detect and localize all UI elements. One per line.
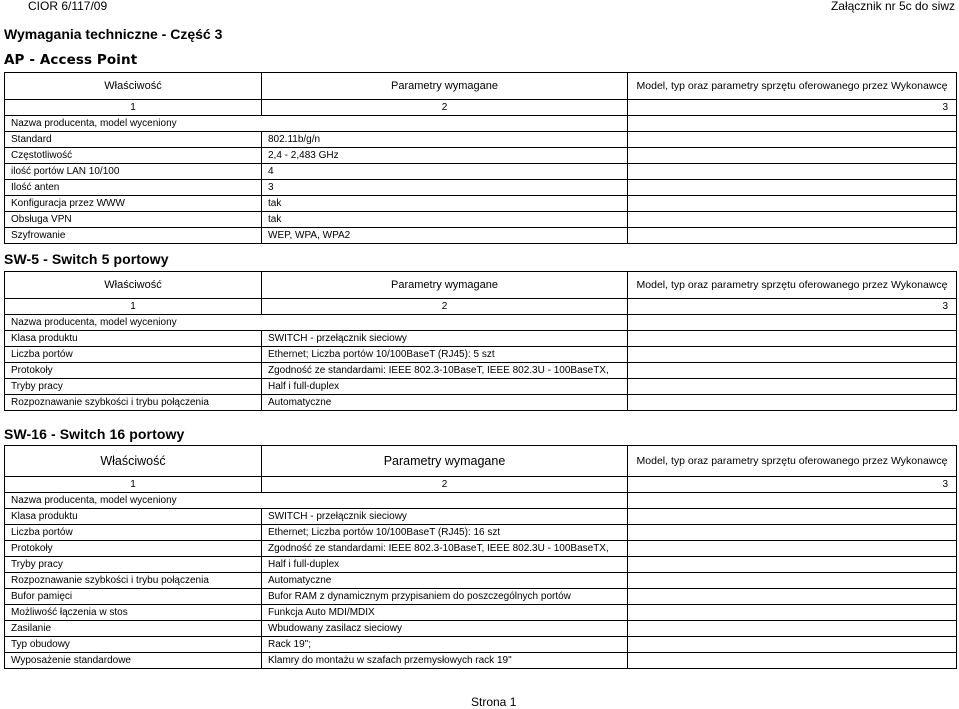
offer-cell[interactable] bbox=[628, 164, 957, 180]
row-value: 2,4 - 2,483 GHz bbox=[262, 148, 628, 164]
section-title-sw16: SW-16 - Switch 16 portowy bbox=[4, 426, 185, 442]
offer-cell[interactable] bbox=[628, 621, 957, 637]
row-value: tak bbox=[262, 196, 628, 212]
row-value: 3 bbox=[262, 180, 628, 196]
row-label: Zasilanie bbox=[5, 621, 262, 637]
column-header-required: Parametry wymagane bbox=[262, 73, 628, 100]
offer-cell[interactable] bbox=[628, 228, 957, 244]
row-label: Bufor pamięci bbox=[5, 589, 262, 605]
table-row bbox=[5, 347, 957, 363]
table-row bbox=[5, 331, 957, 347]
row-label: Szyfrowanie bbox=[5, 228, 262, 244]
row-label: Obsługa VPN bbox=[5, 212, 262, 228]
offer-cell[interactable] bbox=[628, 557, 957, 573]
table-row bbox=[5, 363, 957, 379]
column-header-property: Właściwość bbox=[5, 272, 262, 299]
column-number-1: 1 bbox=[5, 299, 262, 315]
column-number-row bbox=[5, 100, 957, 116]
sw16-table bbox=[4, 445, 957, 669]
row-label: Protokoły bbox=[5, 541, 262, 557]
row-value: WEP, WPA, WPA2 bbox=[262, 228, 628, 244]
offer-cell[interactable] bbox=[628, 605, 957, 621]
row-label: Rozpoznawanie szybkości i trybu połączenia bbox=[5, 573, 262, 589]
row-value: Half i full-duplex bbox=[262, 557, 628, 573]
page-number: Strona 1 bbox=[471, 695, 517, 709]
column-header-offered: Model, typ oraz parametry sprzętu oferowanego przez Wykonawcę bbox=[628, 73, 957, 100]
table-row bbox=[5, 116, 957, 132]
row-label: Liczba portów bbox=[5, 347, 262, 363]
offer-cell[interactable] bbox=[628, 589, 957, 605]
row-value: Ethernet; Liczba portów 10/100BaseT (RJ45): 5 szt bbox=[262, 347, 628, 363]
offer-cell[interactable] bbox=[628, 541, 957, 557]
table-row bbox=[5, 541, 957, 557]
table-row bbox=[5, 621, 957, 637]
column-number-1: 1 bbox=[5, 100, 262, 116]
row-label: Ilość anten bbox=[5, 180, 262, 196]
table-row bbox=[5, 315, 957, 331]
row-label: Wyposażenie standardowe bbox=[5, 653, 262, 669]
column-number-3: 3 bbox=[628, 477, 957, 493]
page-title: Wymagania techniczne - Część 3 bbox=[4, 26, 223, 42]
table-row bbox=[5, 605, 957, 621]
row-label: Nazwa producenta, model wyceniony bbox=[5, 315, 628, 331]
row-value: Automatyczne bbox=[262, 573, 628, 589]
table-row bbox=[5, 493, 957, 509]
column-number-row bbox=[5, 299, 957, 315]
row-value: Funkcja Auto MDI/MDIX bbox=[262, 605, 628, 621]
offer-cell[interactable] bbox=[628, 212, 957, 228]
column-number-3: 3 bbox=[628, 100, 957, 116]
column-header-offered: Model, typ oraz parametry sprzętu oferowanego przez Wykonawcę bbox=[628, 446, 957, 477]
table-row bbox=[5, 525, 957, 541]
column-header-property: Właściwość bbox=[5, 73, 262, 100]
row-value: 4 bbox=[262, 164, 628, 180]
row-label: Protokoły bbox=[5, 363, 262, 379]
offer-cell[interactable] bbox=[628, 525, 957, 541]
row-value: 802.11b/g/n bbox=[262, 132, 628, 148]
table-row bbox=[5, 212, 957, 228]
sw5-table bbox=[4, 271, 957, 411]
table-row bbox=[5, 164, 957, 180]
row-value: Half i full-duplex bbox=[262, 379, 628, 395]
offer-cell[interactable] bbox=[628, 148, 957, 164]
row-label: Konfiguracja przez WWW bbox=[5, 196, 262, 212]
document-code: CIOR 6/117/09 bbox=[28, 0, 108, 13]
offer-cell[interactable] bbox=[628, 196, 957, 212]
table-row bbox=[5, 228, 957, 244]
table-row bbox=[5, 653, 957, 669]
row-value: SWITCH - przełącznik sieciowy bbox=[262, 509, 628, 525]
row-value: Automatyczne bbox=[262, 395, 628, 411]
row-value: Bufor RAM z dynamicznym przypisaniem do poszczególnych portów bbox=[262, 589, 628, 605]
offer-cell[interactable] bbox=[628, 573, 957, 589]
row-label: Nazwa producenta, model wyceniony bbox=[5, 493, 628, 509]
ap-table bbox=[4, 72, 957, 244]
column-header-offered: Model, typ oraz parametry sprzętu oferowanego przez Wykonawcę bbox=[628, 272, 957, 299]
table-row bbox=[5, 395, 957, 411]
row-label: Możliwość łączenia w stos bbox=[5, 605, 262, 621]
row-label: Klasa produktu bbox=[5, 331, 262, 347]
column-number-1: 1 bbox=[5, 477, 262, 493]
row-value: Zgodność ze standardami: IEEE 802.3-10BaseT, IEEE 802.3U - 100BaseTX, bbox=[262, 363, 628, 379]
row-label: Rozpoznawanie szybkości i trybu połączenia bbox=[5, 395, 262, 411]
column-header-required: Parametry wymagane bbox=[262, 446, 628, 477]
row-label: Tryby pracy bbox=[5, 379, 262, 395]
row-value: Ethernet; Liczba portów 10/100BaseT (RJ45): 16 szt bbox=[262, 525, 628, 541]
table-row bbox=[5, 509, 957, 525]
attachment-label: Załącznik nr 5c do siwz bbox=[830, 0, 955, 13]
row-label: Typ obudowy bbox=[5, 637, 262, 653]
table-row bbox=[5, 180, 957, 196]
offer-cell[interactable] bbox=[628, 347, 957, 363]
offer-cell[interactable] bbox=[628, 180, 957, 196]
table-header-row bbox=[5, 446, 957, 477]
row-value: SWITCH - przełącznik sieciowy bbox=[262, 331, 628, 347]
row-value: Klamry do montażu w szafach przemysłowych rack 19" bbox=[262, 653, 628, 669]
offer-cell[interactable] bbox=[628, 315, 957, 331]
offer-cell[interactable] bbox=[628, 363, 957, 379]
offer-cell[interactable] bbox=[628, 637, 957, 653]
column-header-property: Właściwość bbox=[5, 446, 262, 477]
table-row bbox=[5, 379, 957, 395]
column-header-required: Parametry wymagane bbox=[262, 272, 628, 299]
column-number-2: 2 bbox=[262, 299, 628, 315]
row-label: Częstotliwość bbox=[5, 148, 262, 164]
table-row bbox=[5, 196, 957, 212]
offer-cell[interactable] bbox=[628, 379, 957, 395]
table-row bbox=[5, 148, 957, 164]
offer-cell[interactable] bbox=[628, 331, 957, 347]
table-row bbox=[5, 637, 957, 653]
offer-cell[interactable] bbox=[628, 509, 957, 525]
table-row bbox=[5, 132, 957, 148]
row-value: Wbudowany zasilacz sieciowy bbox=[262, 621, 628, 637]
row-value: Zgodność ze standardami: IEEE 802.3-10BaseT, IEEE 802.3U - 100BaseTX, bbox=[262, 541, 628, 557]
offer-cell[interactable] bbox=[628, 132, 957, 148]
table-row bbox=[5, 589, 957, 605]
table-row bbox=[5, 573, 957, 589]
row-value: tak bbox=[262, 212, 628, 228]
row-label: Liczba portów bbox=[5, 525, 262, 541]
row-label: Tryby pracy bbox=[5, 557, 262, 573]
offer-cell[interactable] bbox=[628, 395, 957, 411]
row-label: ilość portów LAN 10/100 bbox=[5, 164, 262, 180]
table-header-row bbox=[5, 73, 957, 100]
section-title-sw5: SW-5 - Switch 5 portowy bbox=[4, 251, 169, 267]
offer-cell[interactable] bbox=[628, 116, 957, 132]
row-value: Rack 19"; bbox=[262, 637, 628, 653]
row-label: Standard bbox=[5, 132, 262, 148]
column-number-2: 2 bbox=[262, 477, 628, 493]
column-number-2: 2 bbox=[262, 100, 628, 116]
column-number-3: 3 bbox=[628, 299, 957, 315]
table-row bbox=[5, 557, 957, 573]
column-number-row bbox=[5, 477, 957, 493]
section-title-ap: AP - Access Point bbox=[4, 52, 138, 68]
row-label: Nazwa producenta, model wyceniony bbox=[5, 116, 628, 132]
table-header-row bbox=[5, 272, 957, 299]
row-label: Klasa produktu bbox=[5, 509, 262, 525]
offer-cell[interactable] bbox=[628, 653, 957, 669]
offer-cell[interactable] bbox=[628, 493, 957, 509]
